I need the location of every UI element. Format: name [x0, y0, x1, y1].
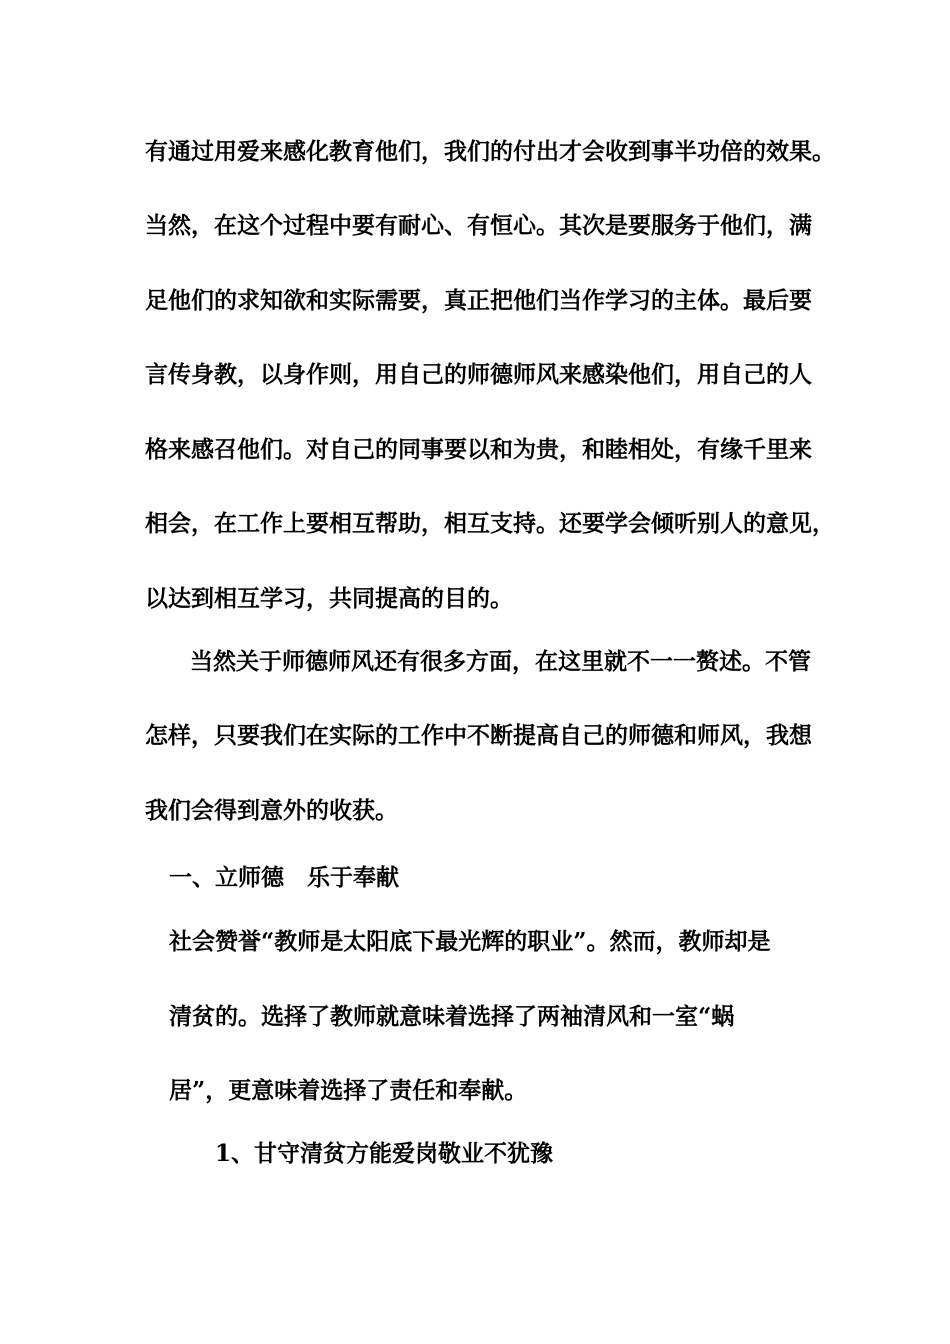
body-line-7: 以达到相互学习，共同提高的目的。: [145, 585, 513, 612]
subsection-heading: 1、甘守清贫方能爱岗敬业不犹豫: [215, 1140, 554, 1167]
body-line-3: 足他们的求知欲和实际需要，真正把他们当作学习的主体。最后要: [145, 287, 812, 314]
body-line-5: 格来感召他们。对自己的同事要以和为贵，和睦相处，有缘千里来: [145, 436, 812, 463]
body-line-14: 居”，更意味着选择了责任和奉献。: [169, 1077, 528, 1104]
body-line-8: 当然关于师德师风还有很多方面，在这里就不一一赘述。不管: [190, 648, 811, 675]
body-line-4: 言传身教，以身作则，用自己的师德师风来感染他们，用自己的人: [145, 361, 812, 388]
body-line-9: 怎样，只要我们在实际的工作中不断提高自己的师德和师风，我想: [145, 722, 812, 749]
body-line-13: 清贫的。选择了教师就意味着选择了两袖清风和一室“蜗: [169, 1003, 735, 1030]
section-heading: 一、立师德 乐于奉献: [169, 864, 399, 891]
body-line-1: 有通过用爱来感化教育他们，我们的付出才会收到事半功倍的效果。: [145, 138, 835, 165]
body-line-10: 我们会得到意外的收获。: [145, 797, 398, 824]
body-line-6: 相会，在工作上要相互帮助，相互支持。还要学会倾听别人的意见，: [145, 510, 835, 537]
body-line-12: 社会赞誉“教师是太阳底下最光辉的职业”。然而，教师却是: [169, 928, 771, 955]
body-line-2: 当然，在这个过程中要有耐心、有恒心。其次是要服务于他们，满: [145, 212, 812, 239]
